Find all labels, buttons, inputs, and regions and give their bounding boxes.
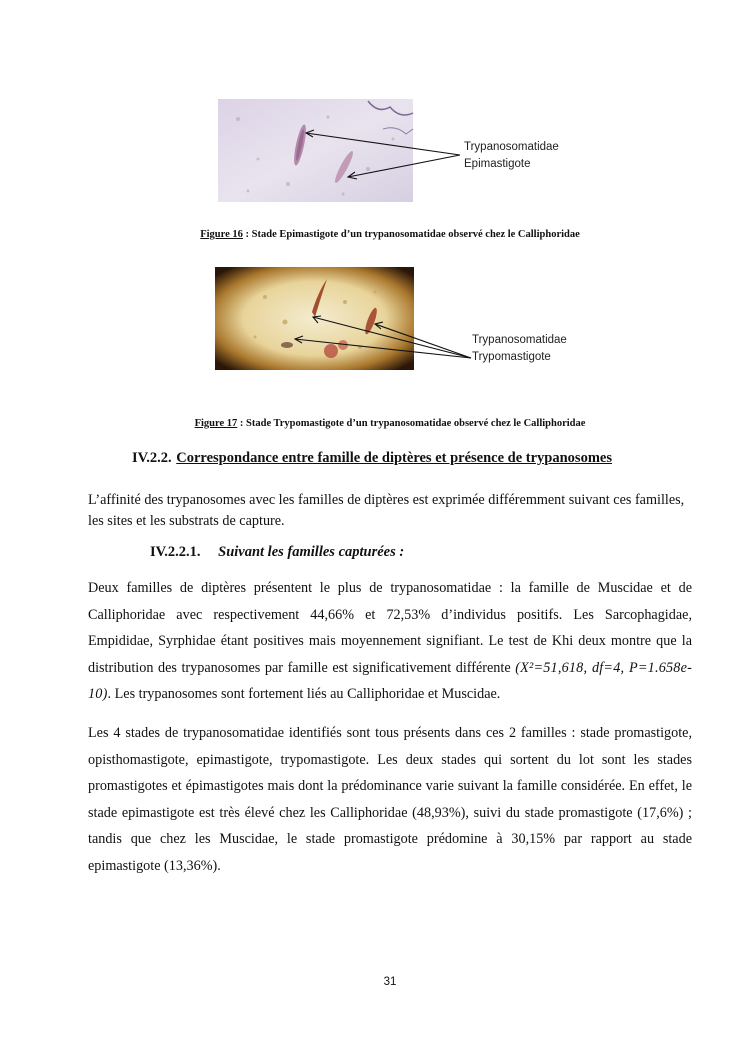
figure-17	[215, 267, 615, 372]
paragraph-1-end: . Les trypanosomes sont fortement liés au Calliphoridae et Muscidae.	[107, 686, 501, 702]
subsection-heading	[150, 544, 404, 561]
paragraph-1-text: Deux familles de diptères présentent le plus de trypanosomatidae : la famille de Muscidae et de Calliphoridae avec respectivement 44,66% et 72,53% d’individus positifs. Les Sarcophagidae, Empididae, Syrphidae étant positives mais moyennement signifiant. Le test de Khi deux montre que la distribution des trypanosomes par famille est significativement différente	[88, 580, 692, 676]
subsection-title: Suivant les familles capturées :	[218, 544, 405, 560]
figure-17-caption-number: Figure 17	[194, 418, 238, 429]
figure-17-caption-text: : Stade Trypomastigote d’un trypanosomatidae observé chez le Calliphoridae	[237, 418, 586, 429]
figure-16-label-stage: Epimastigote	[464, 158, 531, 170]
figure-16-label-family: Trypanosomatidae	[464, 141, 559, 153]
figure-16-caption	[80, 229, 700, 240]
section-number: IV.2.2.	[132, 450, 172, 466]
page-number: 31	[383, 976, 397, 988]
figure-17-caption	[80, 418, 700, 429]
figure-17-label-stage: Trypomastigote	[472, 351, 551, 363]
figure-16	[218, 99, 618, 204]
section-title: Correspondance entre famille de diptères et présence de trypanosomes	[176, 450, 612, 466]
figure-17-label-family: Trypanosomatidae	[472, 334, 567, 346]
subsection-number: IV.2.2.1.	[150, 544, 201, 560]
section-intro: L’affinité des trypanosomes avec les familles de diptères est exprimée différemment suivant ces familles, les sites et les substrats de capture.	[88, 492, 685, 529]
figure-16-caption-text: : Stade Epimastigote d’un trypanosomatidae observé chez le Calliphoridae	[242, 229, 580, 240]
paragraph-1	[88, 575, 692, 708]
figure-16-caption-number: Figure 16	[200, 229, 243, 240]
paragraph-1-statistic: (X²=51,618, df=4, P=1.658e-10)	[88, 659, 692, 702]
section-heading	[132, 450, 612, 467]
paragraph-2: Les 4 stades de trypanosomatidae identifiés sont tous présents dans ces 2 familles : stade promastigote, opisthomastigote, epimastigote, trypomastigote. Les deux stades qui sortent du lot sont les stades promastigotes et épimastigotes mais dont la prédominance varie suivant la famille considérée. En effet, le stade epimastigote est très élevé chez les Calliphoridae (48,93%), suivi du stade promastigote (17,6%) ; tandis que chez les Muscidae, le stade promastigote prédomine à 30,15% par rapport au stade epimastigote (13,36%).	[88, 725, 692, 874]
